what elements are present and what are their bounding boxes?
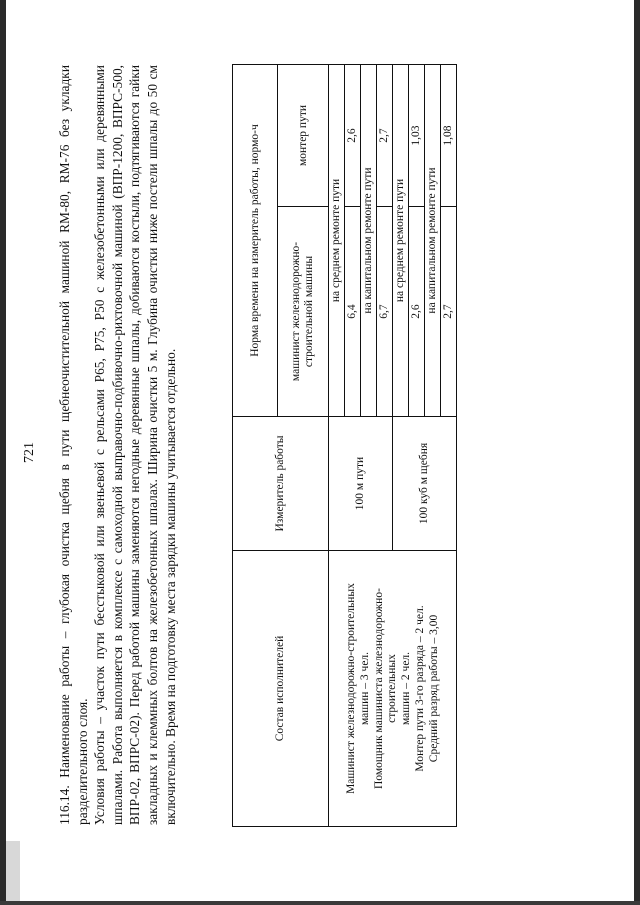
staff-cell: [329, 551, 457, 827]
machinist-value: 6,4: [345, 207, 361, 417]
staff-line: Машинист железнодорожно-строительных: [344, 583, 357, 794]
header-machinist: машинист железнодорожно-строительной машины: [278, 207, 329, 417]
section-row: [329, 65, 345, 827]
table-header-row: [233, 65, 278, 827]
conditions-label: Условия работы: [92, 730, 108, 825]
heading-number: 116.14.: [57, 785, 72, 825]
work-conditions: [91, 65, 179, 825]
fitter-value: 1,08: [441, 65, 457, 207]
work-heading: [56, 65, 91, 825]
section-label: на капитальном ремонте пути: [361, 65, 377, 417]
norms-table: [232, 64, 457, 827]
staff-line: Помощник машиниста железнодорожно-строительных: [372, 588, 398, 789]
machinist-value: 2,7: [441, 207, 457, 417]
unit-cell: 100 куб м щебня: [393, 417, 457, 551]
page-number: 721: [22, 442, 37, 463]
header-staff: Состав исполнителей: [233, 551, 329, 827]
staff-line: машин – 3 чел.: [358, 651, 371, 726]
fitter-value: 2,6: [345, 65, 361, 207]
work-description: [56, 65, 179, 825]
header-track-fitter: монтер пути: [278, 65, 329, 207]
header-unit: Измеритель работы: [233, 417, 329, 551]
machinist-value: 2,6: [409, 207, 425, 417]
header-norm: Норма времени на измеритель работы, нормо-ч: [233, 65, 278, 417]
fitter-value: 1,03: [409, 65, 425, 207]
machinist-value: 6,7: [377, 207, 393, 417]
section-label: на капитальном ремонте пути: [425, 65, 441, 417]
fitter-value: 2,7: [377, 65, 393, 207]
staff-line: Средний разряд работы – 3,00: [427, 614, 440, 763]
section-label: на среднем ремонте пути: [329, 65, 345, 417]
conditions-text: – участок пути бесстыковой или звеньевой с рельсами Р65, Р75, Р50 с железобетонными или деревянными шпалами. Работа выполняется в комплексе с самоходной выправочно-подбивочно-рихтовочной машиной (ВПР-1200, ВПРС-500, ВПР-02, ВПРС-02). Перед работой машины заменяются негодные деревянные шпалы, добиваются костыли, подтягиваются гайки закладных и клеммных болтов на железобетонных шпалах. Ширина очистки 5 м. Глубина очистки ниже постели шпалы до 50 см включительно. Время на подготовку места зарядки машины учитывается отдельно.: [92, 65, 178, 825]
unit-cell: 100 м пути: [329, 417, 393, 551]
staff-line: машин – 2 чел.: [399, 651, 412, 726]
section-label: на среднем ремонте пути: [393, 65, 409, 417]
staff-line: Монтер пути 3-го разряда – 2 чел.: [413, 605, 426, 772]
heading-label: Наименование работы: [57, 645, 72, 778]
heading-text: – глубокая очистка щебня в пути щебнеочистительной машиной RM-80, RM-76 без укладки разделительного слоя.: [57, 65, 90, 825]
